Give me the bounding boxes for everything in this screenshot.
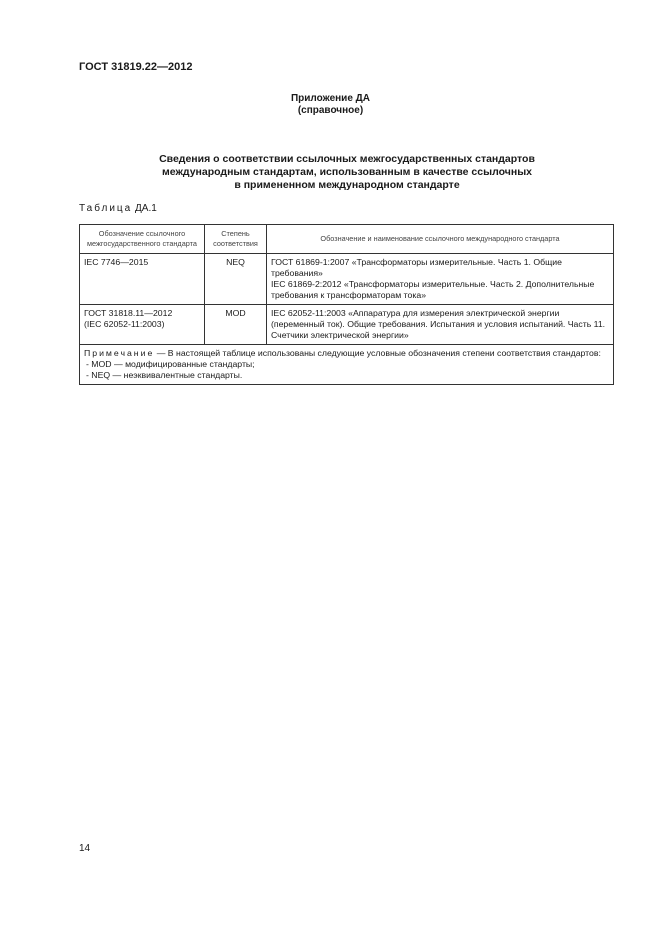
page-number: 14	[79, 843, 91, 854]
cell-reference	[267, 254, 614, 305]
table-header-row	[80, 225, 614, 254]
note-item: - MOD — модифицированные стандарты;	[86, 359, 255, 369]
column-header-reference: Обозначение и наименование ссылочного международного стандарта	[267, 225, 614, 254]
table-note	[80, 345, 614, 385]
section-title-line: Сведения о соответствии ссылочных межгосударственных стандартов	[159, 153, 535, 165]
standards-table	[79, 224, 614, 385]
appendix-subtitle: (справочное)	[297, 105, 364, 116]
cell-degree: MOD	[205, 305, 267, 345]
cell-degree: NEQ	[205, 254, 267, 305]
reference-text: IEC 61869-2:2012 «Трансформаторы измерительные. Часть 2. Дополнительные требования к трансформаторам тока»	[271, 279, 595, 300]
column-header-degree: Степень соответствия	[205, 225, 267, 254]
reference-text: ГОСТ 61869-1:2007 «Трансформаторы измерительные. Часть 1. Общие требования»	[271, 257, 562, 278]
designation-text: ГОСТ 31818.11—2012	[84, 308, 173, 318]
appendix-heading	[0, 93, 661, 117]
note-item: - NEQ — неэквивалентные стандарты.	[86, 370, 243, 380]
note-body: — В настоящей таблице использованы следующие условные обозначения степени соответствия стандартов:	[154, 348, 601, 358]
section-title-line: в примененном международном стандарте	[234, 179, 460, 191]
section-title	[100, 153, 594, 192]
table-note-row	[80, 345, 614, 385]
appendix-title: Приложение ДА	[290, 93, 371, 104]
table-caption-word: Таблица	[79, 203, 133, 214]
column-header-designation: Обозначение ссылочного межгосударственного стандарта	[80, 225, 205, 254]
section-title-line: международным стандартам, использованным в качестве ссылочных	[161, 166, 532, 178]
table-row	[80, 254, 614, 305]
note-text	[84, 348, 609, 359]
designation-text: (IEC 62052-11:2003)	[84, 319, 165, 329]
table-caption-number: ДА.1	[135, 203, 157, 214]
cell-designation: IEC 7746—2015	[80, 254, 205, 305]
note-label: Примечание	[84, 348, 155, 358]
document-code: ГОСТ 31819.22—2012	[79, 61, 193, 73]
cell-designation	[80, 305, 205, 345]
table-row	[80, 305, 614, 345]
table-caption	[79, 203, 157, 214]
cell-reference: IEC 62052-11:2003 «Аппаратура для измерения электрической энергии (переменный ток). Общие требования. Испытания и условия испытаний. Часть 11. Счетчики электрической энергии»	[267, 305, 614, 345]
